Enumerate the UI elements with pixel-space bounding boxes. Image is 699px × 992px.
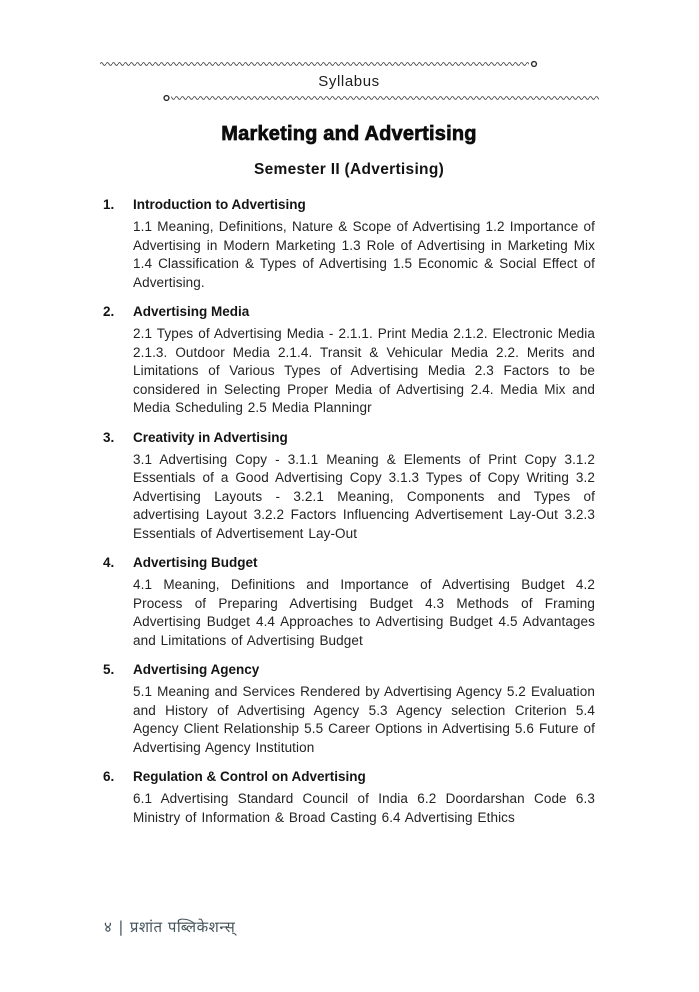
section-heading: Introduction to Advertising [133, 197, 306, 212]
wavy-line [100, 60, 529, 68]
section-number: 4. [103, 555, 115, 570]
section-number: 6. [103, 769, 115, 784]
book-title: Marketing and Advertising [221, 123, 477, 145]
section-heading: Advertising Media [133, 304, 250, 319]
section-body: 6.1 Advertising Standard Council of India 6.2 Doordarshan Code 6.3 Ministry of Information & Broad Casting 6.4 Advertising Ethics [133, 791, 595, 825]
section-number: 2. [103, 304, 115, 319]
section-body: 2.1 Types of Advertising Media - 2.1.1. Print Media 2.1.2. Electronic Media 2.1.3. Outdoor Media 2.1.4. Transit & Vehicular Media 2.2. Merits and Limitations of Various Types of Advertising Media 2.3 Factors to be considered in Selecting Proper Media of Advertising 2.4. Media Mix and Media Scheduling 2.5 Media Planningr [133, 326, 595, 415]
wavy-line [171, 94, 599, 102]
section-body: 1.1 Meaning, Definitions, Nature & Scope of Advertising 1.2 Importance of Advertising in Modern Marketing 1.3 Role of Advertising in Marketing Mix 1.4 Classification & Types of Advertising 1.5 Economic & Social Effect of Advertising. [133, 219, 595, 290]
section-body: 5.1 Meaning and Services Rendered by Advertising Agency 5.2 Evaluation and History of Advertising Agency 5.3 Agency selection Criterion 5.4 Agency Client Relationship 5.5 Career Options in Advertising 5.6 Future of Advertising Agency Institution [133, 684, 595, 755]
decorative-wavy-rule-top [100, 60, 540, 68]
section-content [133, 303, 595, 418]
syllabus-section-5 [103, 661, 595, 757]
section-body: 3.1 Advertising Copy - 3.1.1 Meaning & Elements of Print Copy 3.1.2 Essentials of a Good Advertising Copy 3.1.3 Types of Copy Writing 3.2 Advertising Layouts - 3.2.1 Meaning, Components and Types of advertising Layout 3.2.2 Factors Influencing Advertisement Lay-Out 3.2.3 Essentials of Advertisement Lay-Out [133, 451, 595, 541]
page-number: ४ [104, 918, 113, 936]
syllabus-section-3 [103, 429, 595, 544]
section-content [133, 661, 595, 757]
rule-start-dot [164, 96, 169, 101]
section-number: 5. [103, 662, 115, 677]
syllabus-section-6 [103, 768, 595, 827]
section-body: 4.1 Meaning, Definitions and Importance of Advertising Budget 4.2 Process of Preparing Advertising Budget 4.3 Methods of Framing Advertising Budget 4.4 Approaches to Advertising Budget 4.5 Advantages and Limitations of Advertising Budget [133, 577, 595, 648]
section-heading: Regulation & Control on Advertising [133, 769, 366, 784]
syllabus-sections [103, 196, 595, 827]
section-heading: Creativity in Advertising [133, 429, 288, 445]
decorative-wavy-rule-bottom [163, 94, 599, 102]
section-heading: Advertising Budget [133, 555, 258, 570]
section-content [133, 429, 595, 544]
section-number: 3. [103, 429, 115, 445]
rule-end-dot [532, 62, 537, 67]
semester-subtitle: Semester II (Advertising) [253, 161, 445, 178]
section-heading: Advertising Agency [133, 662, 260, 677]
section-number: 1. [103, 197, 115, 212]
syllabus-section-2 [103, 303, 595, 418]
footer-separator: | [118, 918, 124, 936]
page-header-title: Syllabus [318, 73, 380, 90]
syllabus-section-4 [103, 554, 595, 650]
section-content [133, 554, 595, 650]
page-header [103, 60, 595, 102]
syllabus-section-1 [103, 196, 595, 292]
section-content [133, 196, 595, 292]
section-content [133, 768, 595, 827]
publisher-name: प्रशांत पब्लिकेशन्स् [129, 918, 236, 936]
page-footer [104, 917, 235, 937]
